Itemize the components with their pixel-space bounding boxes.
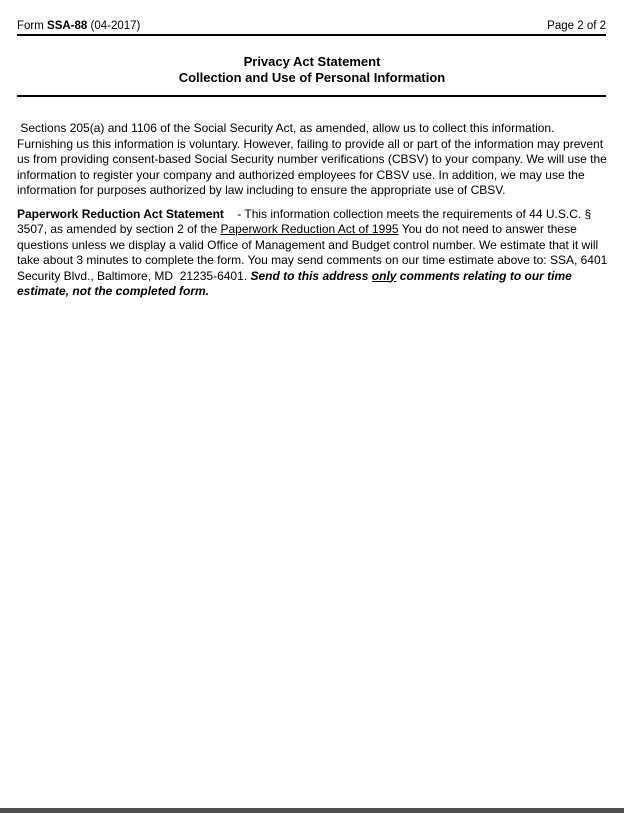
title-block bbox=[0, 54, 624, 85]
paperwork-body-before-act: - This information collection meets the requirements of 44 U.S.C. § 3507, as amended by section 2 of the bbox=[17, 206, 595, 236]
form-revision: (04-2017) bbox=[87, 20, 141, 32]
paperwork-act-reference: Paperwork Reduction Act of 1995 bbox=[220, 222, 399, 236]
header-divider-line bbox=[17, 34, 606, 36]
document-title: Privacy Act Statement bbox=[243, 54, 381, 69]
page-header bbox=[0, 0, 624, 33]
document-subtitle: Collection and Use of Personal Information bbox=[178, 69, 446, 85]
paperwork-body-after-act: You do not need to answer these questions unless we display a valid Office of Management and Budget control number. We estimate that it will take about 3 minutes to complete the form. You may send comments on our time estimate above to: SSA, 6401 Security Blvd., Baltimore, MD 21235-6401. bbox=[17, 222, 611, 283]
title-divider-line bbox=[17, 95, 606, 97]
notice-after-only: comments relating to our time estimate, not the completed form. bbox=[17, 268, 576, 298]
paperwork-reduction-paragraph bbox=[0, 207, 624, 300]
paperwork-heading: Paperwork Reduction Act Statement bbox=[17, 206, 224, 221]
privacy-act-paragraph: Sections 205(a) and 1106 of the Social Security Act, as amended, allow us to collect this information. Furnishing us this information is voluntary. However, failing to provide all or part of the information may prevent us from providing consent-based Social Security number verifications (CBSV) to your company. We will use the information to register your company and authorized employees for CBSV use. In addition, we may use the information for purposes authorized by law including to ensure the appropriate use of CBSV. bbox=[17, 121, 611, 197]
form-number: SSA-88 bbox=[47, 20, 88, 32]
page-number: Page 2 of 2 bbox=[547, 20, 606, 32]
page-bottom-bar bbox=[0, 808, 624, 813]
notice-before-only: Send to this address bbox=[250, 268, 372, 283]
form-prefix-label: Form bbox=[17, 20, 48, 32]
form-identifier bbox=[17, 20, 140, 33]
notice-only-emphasis: only bbox=[371, 268, 397, 283]
